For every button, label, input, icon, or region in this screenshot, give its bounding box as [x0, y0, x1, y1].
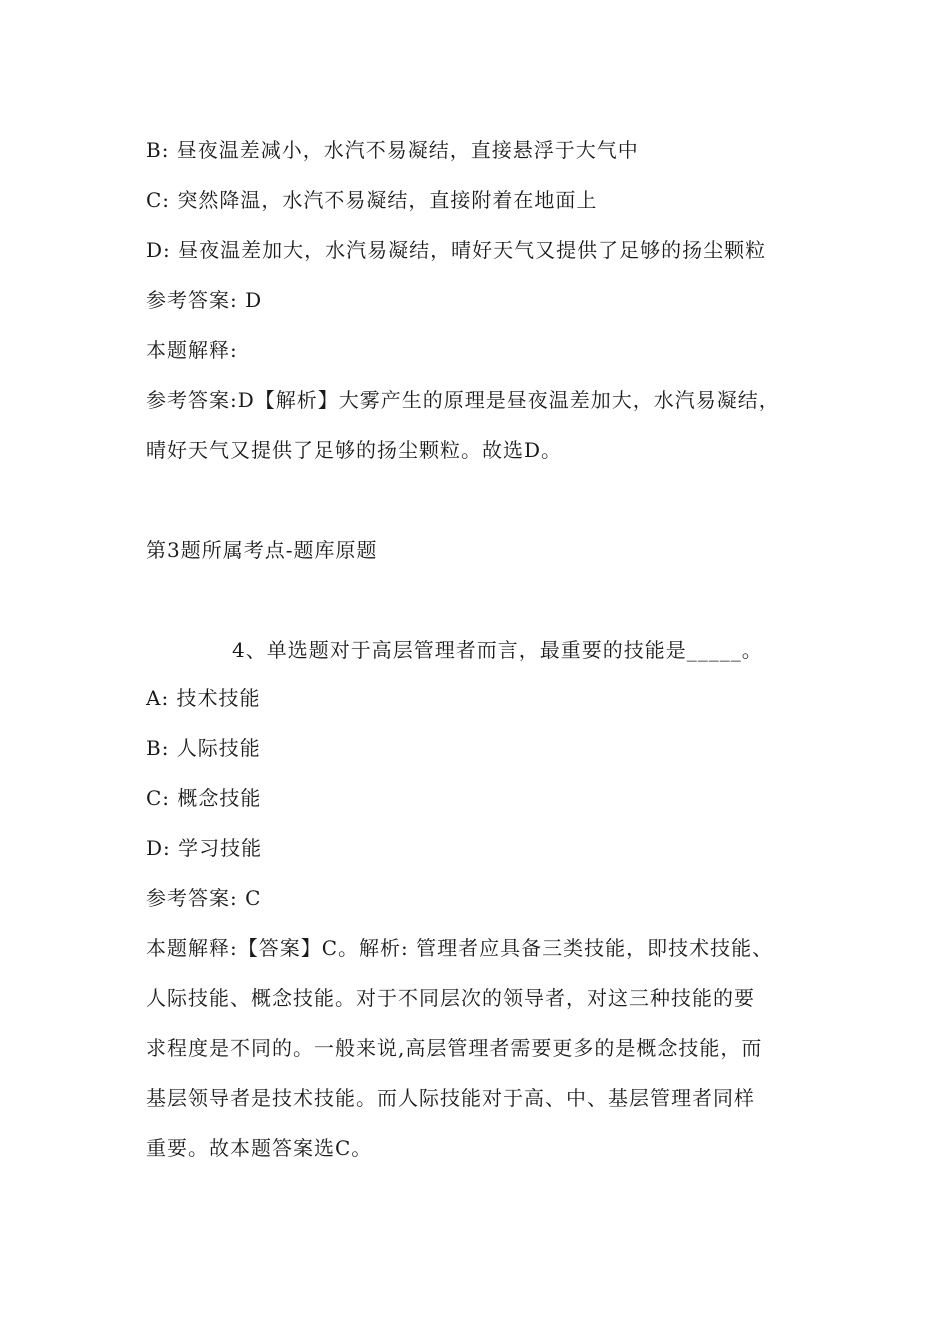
q4-explanation-line: 人际技能、概念技能。对于不同层次的领导者，对这三种技能的要: [146, 986, 755, 1010]
q4-explanation-line: 求程度是不同的。一般来说,高层管理者需要更多的是概念技能，而: [146, 1036, 763, 1060]
section-label: 第3题所属考点-题库原题: [146, 538, 378, 562]
q3-option-b: B: 昼夜温差减小，水汽不易凝结，直接悬浮于大气中: [146, 138, 639, 162]
q3-answer: 参考答案: D: [146, 288, 263, 312]
q4-answer: 参考答案: C: [146, 886, 262, 910]
q4-stem: 4、单选题对于高层管理者而言，最重要的技能是_____。: [232, 638, 763, 662]
q3-explanation-line: 参考答案:D【解析】大雾产生的原理是昼夜温差加大，水汽易凝结，: [146, 388, 780, 412]
q4-option-d: D: 学习技能: [146, 836, 263, 860]
q4-explanation-line: 重要。故本题答案选C。: [146, 1136, 373, 1160]
q4-option-c: C: 概念技能: [146, 786, 262, 810]
q3-option-d: D: 昼夜温差加大，水汽易凝结，晴好天气又提供了足够的扬尘颗粒: [146, 238, 767, 262]
q3-option-c: C: 突然降温，水汽不易凝结，直接附着在地面上: [146, 188, 598, 212]
q3-explanation-heading: 本题解释:: [146, 338, 238, 362]
q4-explanation-line: 本题解释:【答案】C。解析: 管理者应具备三类技能，即技术技能、: [146, 936, 774, 960]
q4-option-a: A: 技术技能: [146, 686, 261, 710]
q4-explanation-line: 基层领导者是技术技能。而人际技能对于高、中、基层管理者同样: [146, 1086, 755, 1110]
q3-explanation-line: 晴好天气又提供了足够的扬尘颗粒。故选D。: [146, 438, 563, 462]
q4-option-b: B: 人际技能: [146, 736, 261, 760]
